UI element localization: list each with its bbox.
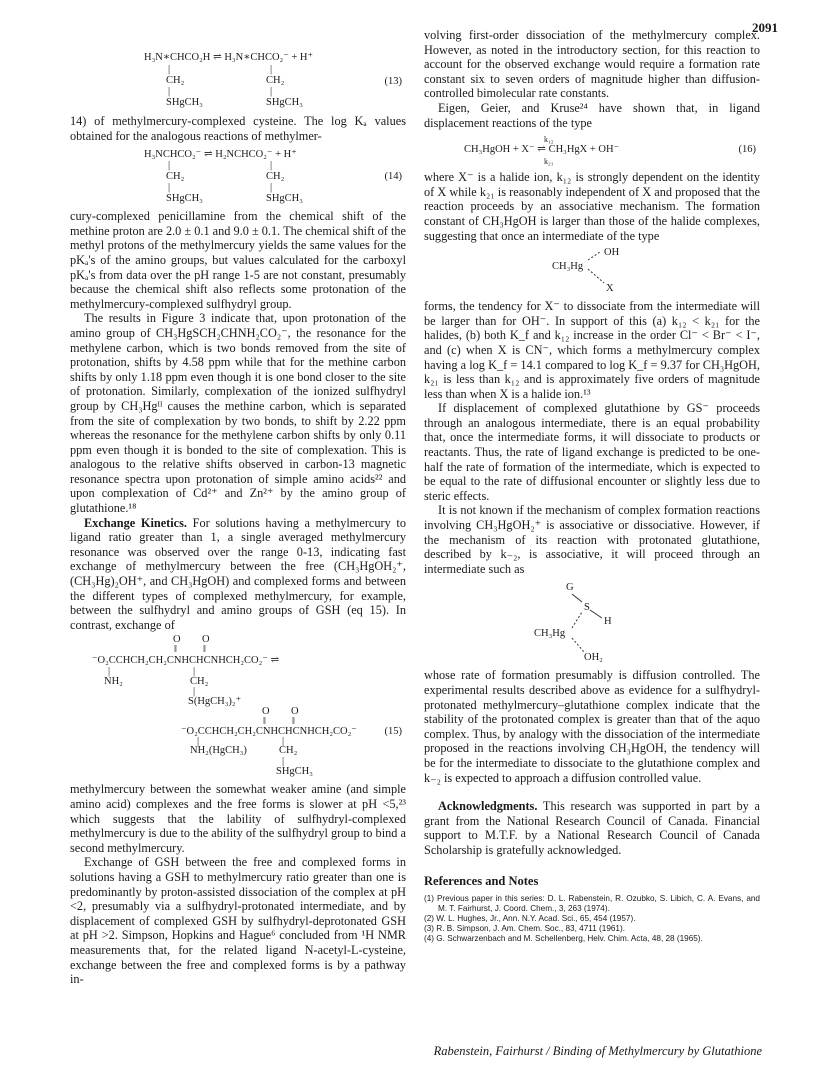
acknowledgments: Acknowledgments. This research was supported in part by a grant from the National Research Council of Canada. Financial support to M.T.F. by a National Research Council of Canada Scholarship is gratefully acknowledged. xyxy=(424,799,760,857)
intermediate-structure: OH CH₃Hg X xyxy=(424,243,760,299)
glutathione-intermediate: G S H CH₃Hg OH₂ xyxy=(424,576,760,668)
equation-number: (13) xyxy=(384,76,402,87)
equation-number: (16) xyxy=(738,144,756,156)
bond-lines xyxy=(424,243,760,299)
equation-number: (15) xyxy=(384,726,402,738)
right-column xyxy=(424,28,760,944)
paragraph: Eigen, Geier, and Kruse²⁴ have shown that, in ligand displacement reactions of the type xyxy=(424,100,760,130)
reference-item: (2) W. L. Hughes, Jr., Ann. N.Y. Acad. Sci., 65, 454 (1957). xyxy=(424,914,636,924)
paragraph: methylmercury between the somewhat weaker amine (and simple amino acid) complexes and the free forms is slower at pH <5,²³ which suggests that the lability of sulfhydryl-complexed methylmercury is due to the ability of the sulfhydryl group to bind a second methylmercury. xyxy=(70,782,406,855)
references-heading: References and Notes xyxy=(424,873,539,888)
paragraph: forms, the tendency for X⁻ to dissociate from the intermediate will be larger than for OH⁻. In support of this (a) k₁₂ < k₂₁ for the halides, (b) both K_f and k₁₂ increase in the order Cl⁻ < Br⁻ < I⁻, and (c) when X is CN⁻, which forms a methylmercury complex having a log K_f = 14.1 compared to log K_f = 9.37 for CH₃HgOH, k₂₁ is less than k₁₂ and is approximately five orders of magnitude less than when X is a halide ion.¹³ xyxy=(424,299,760,401)
paragraph: 14) of methylmercury-complexed cysteine. The log Kₐ values obtained for the analogous reactions of methylmer- xyxy=(70,114,406,143)
reference-item: (3) R. B. Simpson, J. Am. Chem. Soc., 83, 4711 (1961). xyxy=(424,924,625,934)
paragraph: Exchange of GSH between the free and complexed forms in solutions having a GSH to methylmercury ratio greater than one is predominantly by proton-assisted dissociation of the complex at pH <2, presumably via a sulfhydryl-protonated intermediate, and by displacement of complexed GSH by sulfhydryl-deprotonated GSH at pH >2. Simpson, Hopkins and Hague⁶ concluded from ¹H NMR measurements that, for the related ligand N-acetyl-L-cysteine, exchange between the free and complexed forms is by a pathway in- xyxy=(70,855,406,987)
paragraph: cury-complexed penicillamine from the chemical shift of the methine proton are 2.0 ± 0.1 and 9.0 ± 0.1. The chemical shift of the methyl protons of the methylmercury yields the same values for the pKₐ's of the amino groups, but values calculated for the carboxyl pKₐ's from data over the pH range 1-5 are not constant, presumably because the chemical shift also reflects some protonation of the methylmercury-complexed sulfhydryl group. xyxy=(70,209,406,311)
paragraph: volving first-order dissociation of the methylmercury complex. However, as noted in the introductory section, for this reaction to account for the observed exchange would require a formation rate constant six to seven orders of magnitude higher than diffusion-controlled bimolecular rate constants. xyxy=(424,28,760,101)
paragraph: It is not known if the mechanism of complex formation reactions involving CH₃HgOH₂⁺ is associative or dissociative. However, if the mechanism of its reaction with protonated glutathione, described by k₋₂, is associative, it will proceed through an intermediate such as xyxy=(424,503,760,576)
equation-15: O O ‖ ‖ ⁻O₂CCHCH₂CH₂CNHCHCNHCH₂CO₂⁻ ⇌ | | NH₂ CH₂ | S(HgCH₃)₂⁺ O O ‖ ‖ ⁻O₂CCHCH₂CH₂CNHCHCNHCH₂CO₂⁻ (15) | | NH₂(HgCH₃) CH₂ xyxy=(92,634,402,757)
references-list xyxy=(424,894,760,944)
paragraph: If displacement of complexed glutathione by GS⁻ proceeds through an analogous intermediate, there is an equal probability that, once the intermediate forms, it will dissociate to products or reactants. Thus, the rate of ligand exchange is predicted to be one-half the rate of formation of the intermediate, which is expected to be equal to the rate of diffusional encounter or slightly less due to steric effects. xyxy=(424,401,760,503)
paragraph: Exchange Kinetics. For solutions having a methylmercury to ligand ratio greater than 1, a single averaged methylmercury resonance was observed over the range 0-13, indicating fast exchange of methylmercury between the free (CH₃HgOH₂⁺, (CH₃Hg)₂OH⁺, and CH₃HgOH) and complexed forms and between the different types of complexed methylmercury, for example, between the sulfhydryl and amino groups of GSH (eq 15). In contrast, exchange of xyxy=(70,515,406,632)
section-heading: Exchange Kinetics. xyxy=(84,515,187,530)
paragraph: The results in Figure 3 indicate that, upon protonation of the amino group of CH₃HgSCH₂CHNH₂CO₂⁻, the resonance for the methylene carbon, which is two bonds removed from the site of protonation, shifts by 4.58 ppm while that for the methine carbon shifts by only 1.18 ppm even though it is one bond closer to the site of protonation. Similarly, complexation of the ionized sulfhydryl group by CH₃Hgᴵᴵ causes the methine carbon, which is separated from the site of complexation by two bonds, to shift by 2.22 ppm whereas the resonance for the methylene carbon shifts by only 0.11 ppm even though it is bonded to the site of complexation. This is analogous to the relative shifts observed in carbon-13 magnetic resonance spectra upon protonation of simple amino acids²² and upon complexation of Cd²⁺ and Zn²⁺ by the amino group of glutathione.¹⁸ xyxy=(70,311,406,516)
left-column: H₃N∗CHCO₂H ⇌ H₃N∗CHCO₂⁻ + H⁺ | | CH₂ CH₂ | | SHgCH₃ SHgCH₃ (13) 14) of methylmercury-complexed cysteine. The log Kₐ values obtained for the analogous reactions of methylmer- H₃NCHCO₂⁻ ⇌ H₂NCHCO₂⁻ + H⁺ | | CH₂ CH₂ | | SHgCH₃ SHgCH₃ (14) cury-complexed penicillamine from the chemical shift of the methine proton are 2.0 ± 0.1 and 9.0 ± 0.1. The chemical shift of the methyl protons of the methylmercury yields the same values for the pKₐ's of the amino groups, but values calculated for the carboxyl pKₐ's from data over the pH range 1-5 are not constant, presumably because the chemical shift also reflects some protonation of the methylmercury-complexed sulfhydryl group. The results in Figure 3 indicate that, upon protonation of the amino group of CH₃HgSCH₂CHNH₂CO₂⁻, the resonance for the methylene carbon, which is two bonds removed from the site of protonation, shifts by 4.58 ppm while that for the methine carbon shifts by only 1.18 ppm even though it is one bond closer to the site of protonation. Similarly, complexation of the ionized sulfhydryl group by CH₃Hgᴵᴵ causes the methine carbon, which is separated from the site of complexation by two bonds, to shift by 2.22 ppm whereas the resonance for the methylene carbon shifts by only 0.11 ppm even though it is bonded to the site of complexation. This is analogous to the relative shifts observed in carbon-13 magnetic resonance spectra upon protonation of simple amino acids²² and upon complexation of Cd²⁺ and Zn²⁺ by the amino group of glutathione.¹⁸ Exchange Kinetics. For solutions having a methylmercury to ligand ratio greater than 1, a single averaged methylmercury resonance was observed over the range 0-13, indicating fast exchange of methylmercury between the free (CH₃HgOH₂⁺, (CH₃Hg)₂OH⁺, and CH₃HgOH) and complexed forms and between the different types of complexed methylmercury, for example, between the sulfhydryl and amino groups of GSH (eq 15). In contrast, exchange of O O ‖ ‖ ⁻O₂CCHCH₂CH₂CNHCHCNHCH₂CO₂⁻ ⇌ | | NH₂ CH₂ | S(HgCH₃)₂⁺ O O ‖ ‖ ⁻O₂CCHCH₂CH₂CNHCHCNHCH₂CO₂⁻ (15) | | NH₂(HgCH₃) CH₂ | SHgCH₃ methylmercury between the somewhat weaker amine (and simple amino acid) complexes and the free forms is slower at pH <5,²³ which suggests that the lability of sulfhydryl-complexed methylmercury is due to the ability of the sulfhydryl group to bind a second methylmercury. Exchange of GSH between the free and complexed forms in solutions having a GSH to methylmercury ratio greater than one is predominantly by proton-assisted dissociation of the complex at pH <2, presumably via a sulfhydryl-protonated intermediate, and by displacement of complexed GSH by sulfhydryl-deprotonated GSH at pH >2. Simpson, Hopkins and Hague⁶ concluded from ¹H NMR measurements that, for the related ligand N-acetyl-L-cysteine, exchange between the free and complexed forms is by a pathway in- xyxy=(70,48,406,987)
equation-13: H₃N∗CHCO₂H ⇌ H₃N∗CHCO₂⁻ + H⁺ | | CH₂ CH₂ | | SHgCH₃ SHgCH₃ (13) xyxy=(144,52,402,108)
equation-14: H₃NCHCO₂⁻ ⇌ H₂NCHCO₂⁻ + H⁺ | | CH₂ CH₂ | | SHgCH₃ SHgCH₃ (14) xyxy=(144,149,402,205)
running-footer: Rabenstein, Fairhurst / Binding of Methylmercury by Glutathione xyxy=(433,1044,762,1058)
equation-number: (14) xyxy=(384,171,402,183)
reference-item: (4) G. Schwarzenbach and M. Schellenberg, Helv. Chim. Acta, 48, 28 (1965). xyxy=(424,934,703,944)
reference-item: (1) Previous paper in this series: D. L. Rabenstein, R. Ozubko, S. Libich, C. A. Evans, and M. T. Fairhurst, J. Coord. Chem., 3, 263 (1974). xyxy=(424,894,760,914)
paragraph: where X⁻ is a halide ion, k₁₂ is strongly dependent on the identity of X while k₂₁ is reasonably independent of X and proposed that the reaction proceeds by an associative mechanism. The formation constant of CH₃HgOH is larger than those of the halide complexes, suggesting that once an intermediate of the type xyxy=(424,170,760,243)
equation-16: k₁₂ CH₃HgOH + X⁻ ⇌ CH₃HgX + OH⁻ k₂₁ (16) xyxy=(464,135,756,167)
page-number: 2091 xyxy=(752,20,778,35)
paragraph: whose rate of formation presumably is diffusion controlled. The experimental results described above as evidence for a sulfhydryl-protonated methylmercury–glutathione complex indicate that the stability of the protonated complex is greater than that of the aquo complex. Thus, by analogy with the dissociation of the intermediate proposed in the reactions involving CH₃HgOH, the tendency will be for the intermediate to dissociate to the glutathione complex and k₋₂ is expected to approach a diffusion controlled value. xyxy=(424,668,760,785)
